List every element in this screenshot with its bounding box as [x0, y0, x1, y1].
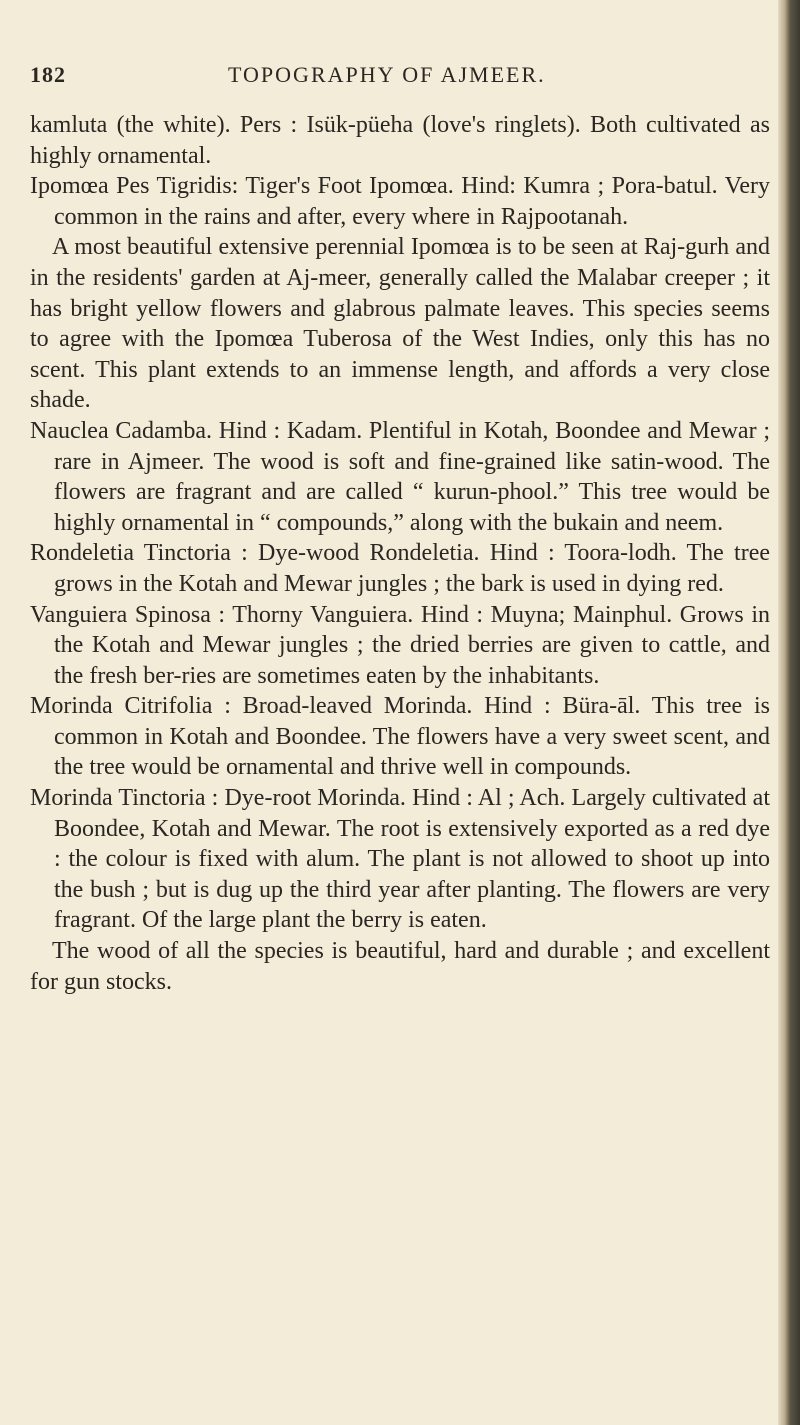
paragraph-malabar-creeper: A most beautiful extensive perennial Ipomœa is to be seen at Raj-gurh and in the residents' garden at Aj-meer, generally called the Malabar creeper ; it has bright yellow flowers and glabrous palmate leaves. This species seems to agree with the Ipomœa Tuberosa of the West Indies, only this has no scent. This plant extends to an immense length, and affords a very close shade.	[30, 234, 770, 414]
page-header	[0, 62, 800, 92]
page-edge	[778, 0, 800, 1425]
entry-nauclea-cadamba: Nauclea Cadamba. Hind : Kadam. Plentiful in Kotah, Boondee and Mewar ; rare in Ajmeer. The wood is soft and fine-grained like satin-wood. The flowers are fragrant and are called “ kurun-phool.” This tree would be highly ornamental in “ compounds,” along with the bukain and neem.	[30, 417, 770, 536]
paragraph-closing: The wood of all the species is beautiful, hard and durable ; and excellent for gun stocks.	[30, 938, 770, 995]
entry-rondeletia-tinctoria: Rondeletia Tinctoria : Dye-wood Rondeletia. Hind : Toora-lodh. The tree grows in the Kotah and Mewar jungles ; the bark is used in dying red.	[30, 540, 770, 597]
page-number: 182	[30, 62, 66, 87]
entry-morinda-citrifolia: Morinda Citrifolia : Broad-leaved Morinda. Hind : Büra-āl. This tree is common in Kotah and Boondee. The flowers have a very sweet scent, and the tree would be ornamental and thrive well in compounds.	[30, 693, 770, 781]
entry-vanguiera-spinosa: Vanguiera Spinosa : Thorny Vanguiera. Hind : Muyna; Mainphul. Grows in the Kotah and Mewar jungles ; the dried berries are given to cattle, and the fresh ber-ries are sometimes eaten by the inhabitants.	[30, 601, 770, 689]
entry-morinda-tinctoria: Morinda Tinctoria : Dye-root Morinda. Hind : Al ; Ach. Largely cultivated at Boondee, Kotah and Mewar. The root is extensively exported as a red dye : the colour is fixed with alum. The plant is not allowed to shoot up into the bush ; but is dug up the third year after planting. The flowers are very fragrant. Of the large plant the berry is eaten.	[30, 785, 770, 934]
running-title: TOPOGRAPHY OF AJMEER.	[228, 62, 546, 87]
body-text	[30, 110, 770, 997]
entry-ipomoea-pes-tigridis: Ipomœa Pes Tigridis: Tiger's Foot Ipomœa. Hind: Kumra ; Pora-batul. Very common in the rains and after, every where in Rajpootanah.	[30, 173, 770, 230]
paragraph-continuation: kamluta (the white). Pers : Isük-püeha (love's ringlets). Both cultivated as highly ornamental.	[30, 112, 770, 169]
